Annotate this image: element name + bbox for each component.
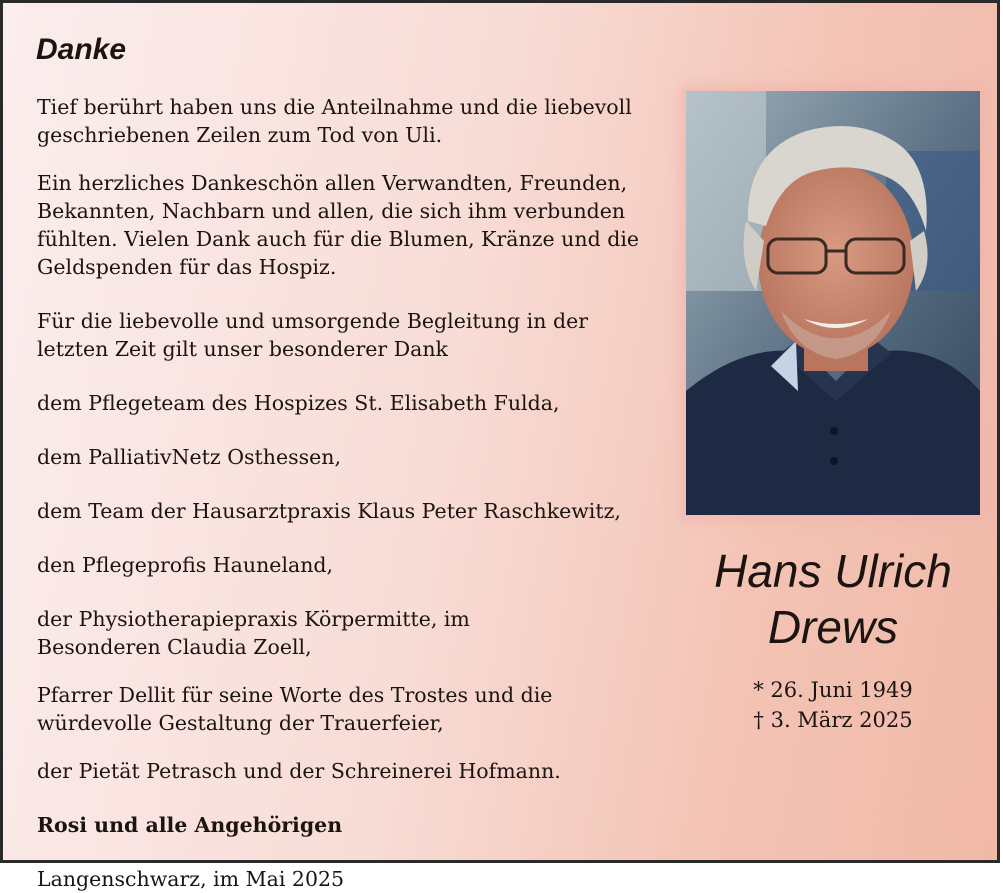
thanks-item: dem PalliativNetz Osthessen, bbox=[37, 445, 341, 469]
thanks-item: dem Pflegeteam des Hospizes St. Elisabeth Fulda, bbox=[37, 391, 560, 415]
deceased-name bbox=[663, 543, 1003, 655]
thanks-item: den Pflegeprofis Hauneland, bbox=[37, 553, 334, 577]
portrait-photo bbox=[686, 91, 980, 515]
heading: Danke bbox=[36, 33, 127, 66]
paragraph-intro: Tief berührt haben uns die Anteilnahme und die liebevoll geschriebenen Zeilen zum Tod von Uli. bbox=[37, 95, 632, 147]
thanks-item: der Pietät Petrasch und der Schreinerei Hofmann. bbox=[37, 759, 561, 783]
paragraph-accompaniment: Für die liebevolle und umsorgende Begleitung in der letzten Zeit gilt unser besonderer Dank bbox=[37, 309, 589, 361]
birth-date: * 26. Juni 1949 bbox=[753, 678, 913, 702]
thanks-text bbox=[37, 93, 687, 893]
death-date: † 3. März 2025 bbox=[753, 708, 913, 732]
life-dates bbox=[663, 675, 1003, 735]
signature: Rosi und alle Angehörigen bbox=[37, 813, 343, 837]
place-date: Langenschwarz, im Mai 2025 bbox=[37, 867, 345, 891]
thanks-item: der Physiotherapiepraxis Körpermitte, im Besonderen Claudia Zoell, bbox=[37, 607, 470, 659]
deceased-first-names: Hans Ulrich bbox=[714, 545, 952, 597]
thanks-item: dem Team der Hausarztpraxis Klaus Peter Raschkewitz, bbox=[37, 499, 621, 523]
thanks-item: Pfarrer Dellit für seine Worte des Trostes und die würdevolle Gestaltung der Trauerfeier, bbox=[37, 683, 553, 735]
paragraph-thanks: Ein herzliches Dankeschön allen Verwandten, Freunden, Bekannten, Nachbarn und allen, die sich ihm verbunden fühlten. Vielen Dank auch für die Blumen, Kränze und die Geldspenden für das Hospiz. bbox=[37, 171, 640, 279]
deceased-surname: Drews bbox=[767, 601, 899, 653]
